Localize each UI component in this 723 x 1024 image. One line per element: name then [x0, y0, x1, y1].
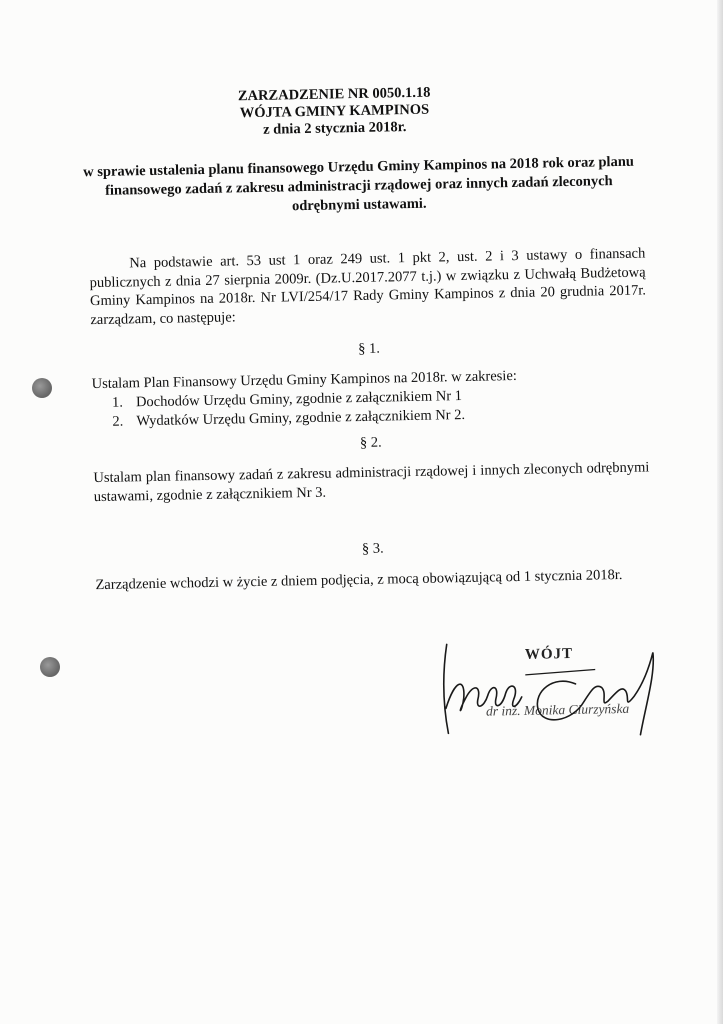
list-item-text: Dochodów Urzędu Gminy, zgodnie z załącznikiem Nr 1: [135, 388, 463, 411]
section-1-mark: § 1.: [357, 340, 381, 358]
section-3-text: Zarządzenie wchodzi w życie z dniem podjęcia, z mocą obowiązującą od 1 stycznia 2018r.: [95, 566, 623, 594]
issuer: WÓJTA GMINY KAMPINOS: [239, 101, 430, 122]
legal-basis-paragraph: Na podstawie art. 53 ust 1 oraz 249 ust. 1 pkt 2, ust. 2 i 3 ustawy o finansach publicznych z dnia 27 sierpnia 2009r. (Dz.U.2017.2077 t.j.) w związku z Uchwałą Budżetową Gminy Kampinos na 2018r. Nr LVI/254/17 Rady Gminy Kampinos z dnia 20 grudnia 2017r. zarządzam, co następuje:: [89, 245, 647, 328]
list-item-number: 2.: [112, 413, 124, 430]
section-2-mark: § 2.: [359, 434, 382, 452]
issue-date: z dnia 2 stycznia 2018r.: [263, 119, 407, 138]
section-2-text: Ustalam plan finansowy zadań z zakresu administracji rządowej i innych zleconych odrębnymi ustawami, zgodnie z załącznikiem Nr 3.: [93, 459, 650, 505]
stamp-name: dr inż. Monika Ciurzyńska: [485, 700, 630, 719]
section-1-list: [112, 387, 465, 431]
document-subject: w sprawie ustalenia planu finansowego Urzędu Gminy Kampinos na 2018 rok oraz planu finansowego zadań z zakresu administracji rządowej oraz innych zadań zleconych odrębnymi ustawami.: [83, 153, 635, 215]
section-3-mark: § 3.: [361, 540, 384, 557]
stamp-title: WÓJT: [524, 645, 574, 663]
section-1-text: Ustalam Plan Finansowy Urzędu Gminy Kampinos na 2018r. w zakresie:: [91, 367, 517, 393]
list-item-text: Wydatków Urzędu Gminy, zgodnie z załącznikiem Nr 2.: [136, 406, 466, 429]
document-number: ZARZADZENIE NR 0050.1.18: [237, 84, 431, 105]
handwritten-signature: [425, 634, 667, 749]
list-item-number: 1.: [111, 394, 124, 411]
